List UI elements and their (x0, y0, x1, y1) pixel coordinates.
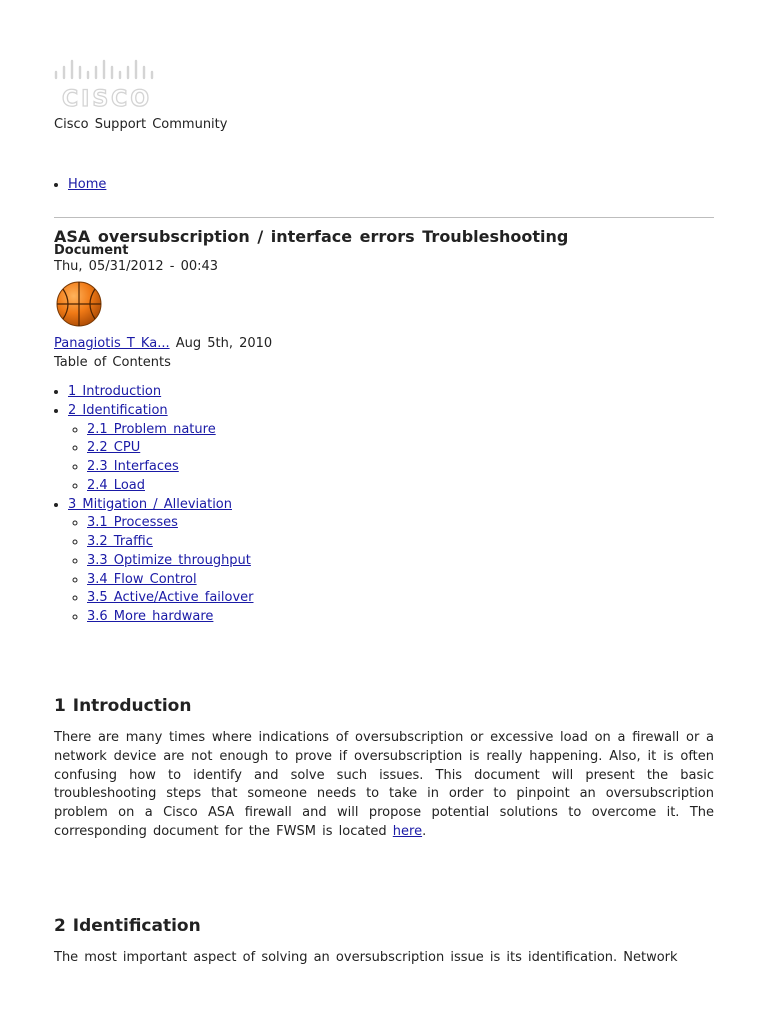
toc-item (68, 402, 254, 496)
main-nav (54, 176, 106, 194)
author-line (54, 335, 272, 353)
toc-subitem (87, 421, 254, 440)
document-type-label: Document (54, 243, 129, 258)
toc-subitem (87, 533, 254, 552)
toc-link-mitigation[interactable]: 3 Mitigation / Alleviation (68, 496, 232, 512)
toc-heading: Table of Contents (54, 355, 171, 370)
toc-link-identification[interactable]: 2 Identification (68, 402, 168, 418)
table-of-contents (54, 383, 254, 627)
author-date: Aug 5th, 2010 (175, 336, 273, 351)
svg-text:CISCO: CISCO (62, 87, 153, 112)
toc-link-optimize-throughput[interactable]: 3.3 Optimize throughput (87, 552, 251, 568)
toc-subitem (87, 608, 254, 627)
introduction-paragraph (54, 729, 714, 842)
toc-link-introduction[interactable]: 1 Introduction (68, 384, 162, 399)
identification-paragraph: The most important aspect of solving an oversubscription issue is its identification. Network (54, 950, 678, 965)
toc-link-interfaces[interactable]: 2.3 Interfaces (87, 459, 179, 474)
document-date: Thu, 05/31/2012 - 00:43 (54, 259, 219, 274)
cisco-logo (54, 56, 154, 112)
toc-subitem (87, 514, 254, 533)
page-title: ASA oversubscription / interface errors Troubleshooting (54, 227, 569, 246)
toc-link-flow-control[interactable]: 3.4 Flow Control (87, 571, 197, 587)
toc-subitem (87, 571, 254, 590)
author-link[interactable]: Panagiotis T Ka... (54, 336, 170, 351)
toc-subitem (87, 477, 254, 496)
cisco-logo-icon (54, 56, 154, 112)
fwsm-document-link[interactable]: here (392, 823, 423, 839)
toc-item (68, 496, 254, 627)
home-link[interactable]: Home (68, 177, 107, 192)
site-name: Cisco Support Community (54, 117, 228, 132)
nav-item-home (68, 176, 106, 194)
basketball-icon (54, 280, 104, 328)
toc-subitem (87, 458, 254, 477)
toc-link-traffic[interactable]: 3.2 Traffic (87, 534, 153, 549)
toc-link-more-hardware[interactable]: 3.6 More hardware (87, 609, 214, 624)
toc-sublist (68, 514, 254, 627)
toc-link-active-active-failover[interactable]: 3.5 Active/Active failover (87, 590, 254, 606)
introduction-text: There are many times where indications of oversubscription or excessive load on a firewall or a network device are not enough to prove if oversubscription is really happening. Also, it is often confusing how to identify and solve such issues. This document will present the basic troubleshooting steps that someone needs to take in order to pinpoint an oversubscription problem on a Cisco ASA firewall and will propose potential solutions to overcome it. The corresponding document for the FWSM is located (54, 730, 714, 839)
toc-item (68, 383, 254, 402)
introduction-text-end: . (422, 823, 427, 839)
section-heading-introduction: 1 Introduction (54, 696, 192, 716)
toc-link-processes[interactable]: 3.1 Processes (87, 515, 178, 531)
section-heading-identification: 2 Identification (54, 916, 201, 936)
toc-sublist (68, 421, 254, 496)
toc-link-problem-nature[interactable]: 2.1 Problem nature (87, 421, 216, 437)
toc-subitem (87, 552, 254, 571)
toc-link-load[interactable]: 2.4 Load (87, 477, 145, 493)
toc-subitem (87, 439, 254, 458)
avatar (54, 280, 104, 328)
toc-link-cpu[interactable]: 2.2 CPU (87, 440, 141, 456)
toc-subitem (87, 589, 254, 608)
header-divider (54, 217, 714, 218)
